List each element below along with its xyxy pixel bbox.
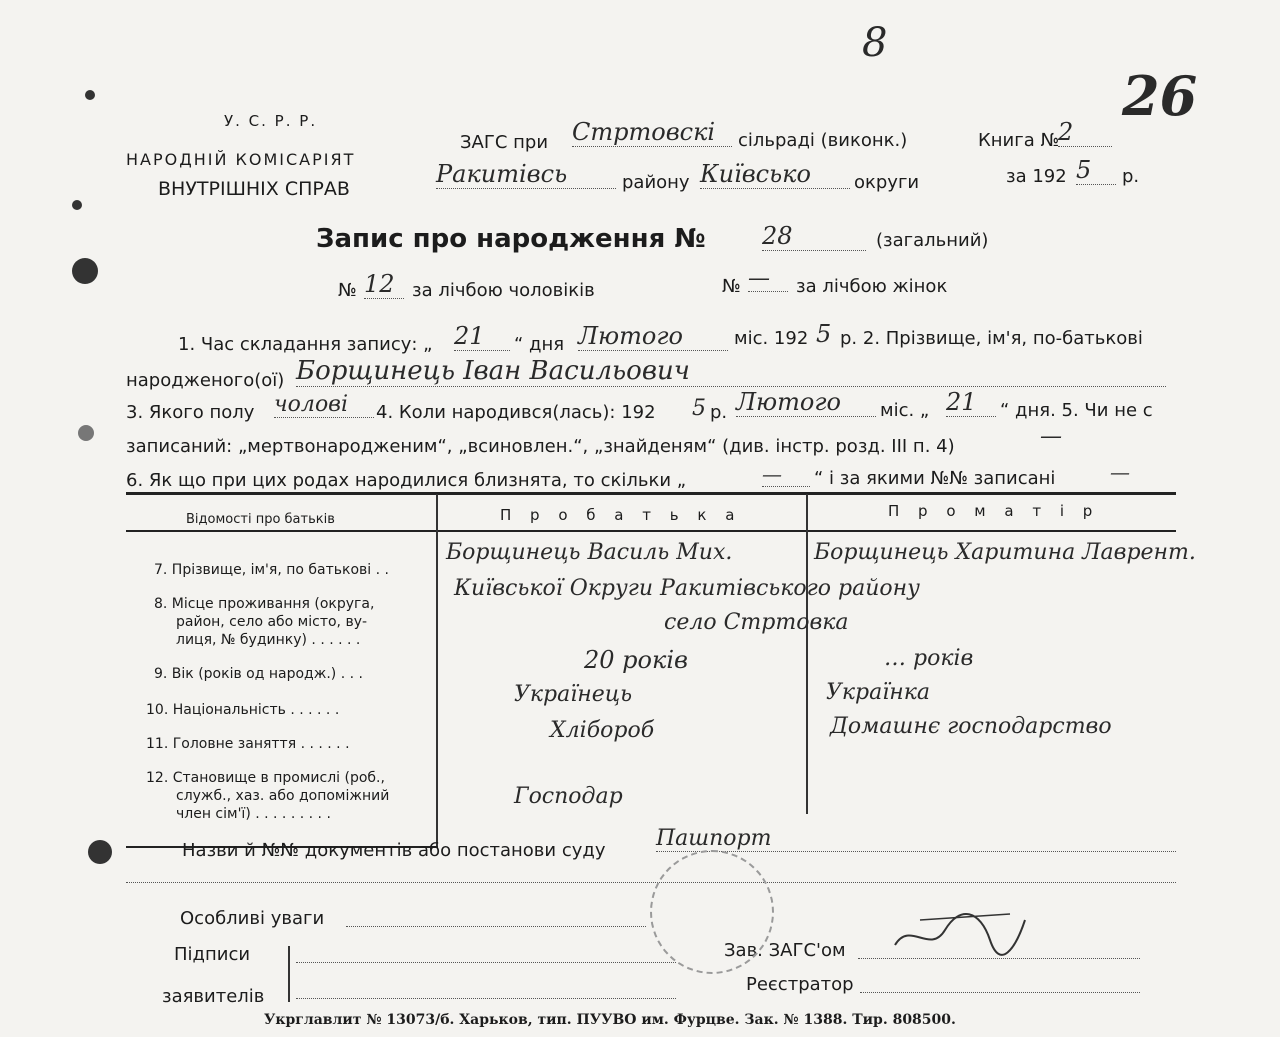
father-age: 20 років xyxy=(584,646,688,674)
birth-month-field: Лютого xyxy=(736,388,876,417)
row-8-label-a: 8. Місце проживання (округа, xyxy=(154,596,375,612)
signature-bracket xyxy=(288,946,290,1002)
registrar-signature xyxy=(890,900,1030,960)
book-label: Книга № xyxy=(978,130,1060,151)
line3-month-label: міс. „ xyxy=(880,400,930,421)
applicant-signature-line xyxy=(296,962,676,963)
row-10-label: 10. Національність . . . . . . xyxy=(146,702,340,718)
mother-nationality: Українка xyxy=(826,680,931,705)
child-name-field: Борщинець Іван Васильович xyxy=(296,356,1166,387)
line3-year-suffix: р. xyxy=(710,402,728,423)
stillborn-field: — xyxy=(1040,424,1062,449)
year-label: за 192 xyxy=(1006,166,1067,187)
book-number-field: 2 xyxy=(1058,118,1112,147)
binder-hole xyxy=(72,200,82,210)
women-count-label: за лічбою жінок xyxy=(796,276,948,297)
zags-label: ЗАГС при xyxy=(460,132,549,153)
row-7-label: 7. Прізвище, ім'я, по батькові . . xyxy=(154,562,389,578)
line2-born-label: народженого(ої) xyxy=(126,370,285,391)
binder-hole xyxy=(85,90,95,100)
father-place-village: село Стртовка xyxy=(664,610,849,635)
special-notes-label: Особливі уваги xyxy=(180,908,325,929)
year-suffix: р. xyxy=(1122,166,1140,187)
line1-month-label: міс. 192 xyxy=(734,328,809,349)
signatures-label: Підписи xyxy=(174,944,251,965)
line1-name-label: р. 2. Прізвище, ім'я, по-батькові xyxy=(840,328,1143,349)
line5-twins-label: 6. Як що при цих родах народилися близнята, то скільки „ xyxy=(126,470,687,491)
okrug-label: округи xyxy=(854,172,920,193)
sex-field: чолові xyxy=(274,392,374,418)
year-field: 5 xyxy=(1076,156,1116,185)
father-status: Господар xyxy=(514,784,623,809)
registrar-signature-line xyxy=(860,992,1140,993)
internal-affairs-label: ВНУТРІШНІХ СПРАВ xyxy=(158,178,350,200)
father-name: Борщинець Василь Мих. xyxy=(446,540,733,565)
row-12-label-b: служб., хаз. або допоміжний xyxy=(176,788,390,804)
row-11-label: 11. Головне заняття . . . . . . xyxy=(146,736,350,752)
men-number-label: № xyxy=(338,280,357,301)
binder-hole xyxy=(72,258,98,284)
table-col-divider xyxy=(806,494,808,814)
row-8-label-c: лиця, № будинку) . . . . . . xyxy=(176,632,361,648)
line3-day-label: “ дня. 5. Чи не с xyxy=(1000,400,1153,421)
line1-day-label: “ дня xyxy=(514,334,565,355)
line1-day-field: 21 xyxy=(454,322,510,351)
table-top-rule xyxy=(126,492,1176,495)
commissariat-label: НАРОДНІЙ КОМІСАРІЯТ xyxy=(126,150,356,169)
ussr-label: У. С. Р. Р. xyxy=(224,112,318,130)
official-stamp xyxy=(650,850,774,974)
page-number: 8 xyxy=(862,20,888,66)
line3-sex-label: 3. Якого полу xyxy=(126,402,255,423)
okrug-field: Київсько xyxy=(700,160,850,189)
documents-line-2 xyxy=(126,882,1176,883)
line1-year-field: 5 xyxy=(816,320,832,348)
father-place: Київської Округи Ракитівського району xyxy=(454,576,920,601)
row-8-label-b: район, село або місто, ву- xyxy=(176,614,368,630)
documents-label: Назви й №№ документів або постанови суду xyxy=(182,840,606,861)
zags-post-label: сільраді (виконк.) xyxy=(738,130,908,151)
line3-birth-label: 4. Коли народився(лась): 192 xyxy=(376,402,656,423)
father-occupation: Хлібороб xyxy=(550,718,655,743)
men-count-label: за лічбою чоловіків xyxy=(412,280,595,301)
col-mother-header: П р о м а т і р xyxy=(888,502,1100,520)
table-header-rule xyxy=(126,530,1176,532)
record-title: Запис про народження № xyxy=(316,224,706,254)
twins-numbers-field: — xyxy=(1110,460,1130,484)
line1-time-label: 1. Час складання запису: „ xyxy=(178,334,433,355)
row-12-label-c: член сім'ї) . . . . . . . . . xyxy=(176,806,331,822)
documents-field: Пашпорт xyxy=(656,826,1176,852)
archive-number: 26 xyxy=(1122,64,1198,128)
applicants-label: заявителів xyxy=(162,986,265,1007)
col-parents-header: Відомості про батьків xyxy=(186,512,335,527)
rayon-field: Ракитівсь xyxy=(436,160,616,189)
mother-age: … років xyxy=(884,646,974,671)
record-number-field: 28 xyxy=(762,222,866,251)
printer-imprint: Укрглавлит № 13073/б. Харьков, тип. ПУУВО им. Фурцве. Зак. № 1388. Тир. 808500. xyxy=(264,1012,956,1028)
line4-stillborn-label: записаний: „мертвонародженим“, „всиновлен.“, „знайденям“ (див. інстр. розд. III п. 4) xyxy=(126,436,955,457)
men-number-field: 12 xyxy=(364,270,404,299)
rayon-label: району xyxy=(622,172,690,193)
zags-head-label: Зав. ЗАГС'ом xyxy=(724,940,846,961)
women-number-field: — xyxy=(748,266,788,292)
mother-name: Борщинець Харитина Лаврент. xyxy=(814,540,1196,565)
row-9-label: 9. Вік (років од народж.) . . . xyxy=(154,666,363,682)
row-12-label-a: 12. Становище в промислі (роб., xyxy=(146,770,385,786)
birth-day-field: 21 xyxy=(946,388,996,417)
line1-month-field: Лютого xyxy=(578,322,728,351)
binder-hole xyxy=(78,425,94,441)
zags-village-field: Стртовскі xyxy=(572,118,732,147)
table-col-divider xyxy=(436,494,438,846)
special-notes-field xyxy=(346,926,646,927)
col-father-header: П р о б а т ь к а xyxy=(500,506,742,524)
line5-numbers-label: “ і за якими №№ записані xyxy=(814,468,1056,489)
mother-occupation: Домашнє господарство xyxy=(830,714,1112,739)
general-label: (загальний) xyxy=(876,230,989,251)
father-nationality: Українець xyxy=(514,682,633,707)
birth-year-field: 5 xyxy=(692,396,706,421)
women-number-label: № xyxy=(722,276,741,297)
applicant-signature-line-2 xyxy=(296,998,676,999)
binder-hole xyxy=(88,840,112,864)
registrar-label: Реєстратор xyxy=(746,974,854,995)
twins-count-field: — xyxy=(762,462,810,487)
